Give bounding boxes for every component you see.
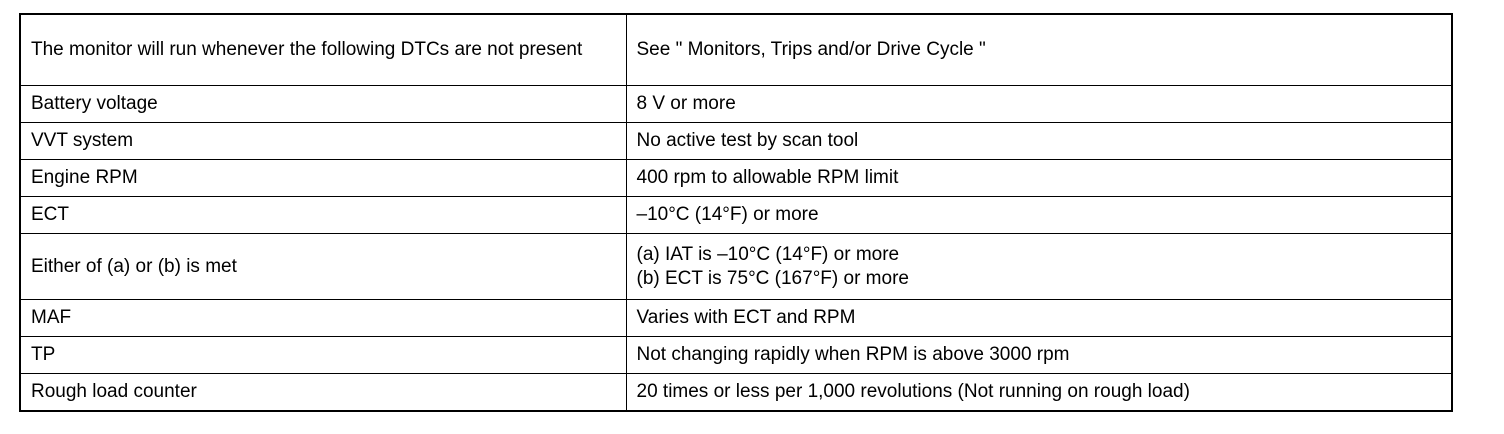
condition-spec-cell: Not changing rapidly when RPM is above 3000 rpm bbox=[626, 337, 1452, 374]
table-row bbox=[20, 300, 1452, 337]
table-row bbox=[20, 160, 1452, 197]
condition-item-cell: TP bbox=[20, 337, 626, 374]
condition-spec-cell: 20 times or less per 1,000 revolutions (Not running on rough load) bbox=[626, 374, 1452, 412]
condition-spec-cell: See " Monitors, Trips and/or Drive Cycle " bbox=[626, 14, 1452, 86]
condition-spec-cell: No active test by scan tool bbox=[626, 123, 1452, 160]
condition-spec-line-b: (b) ECT is 75°C (167°F) or more bbox=[636, 267, 909, 289]
condition-spec-cell: Varies with ECT and RPM bbox=[626, 300, 1452, 337]
condition-item-cell: Rough load counter bbox=[20, 374, 626, 412]
table-row bbox=[20, 123, 1452, 160]
condition-spec-cell bbox=[626, 234, 1452, 300]
monitor-conditions-table bbox=[19, 13, 1453, 412]
condition-item-cell: Battery voltage bbox=[20, 86, 626, 123]
condition-item-cell: ECT bbox=[20, 197, 626, 234]
condition-spec-cell: 8 V or more bbox=[626, 86, 1452, 123]
condition-item-cell: Engine RPM bbox=[20, 160, 626, 197]
condition-spec-cell: –10°C (14°F) or more bbox=[626, 197, 1452, 234]
table-body bbox=[20, 14, 1452, 411]
table-row bbox=[20, 234, 1452, 300]
condition-spec-cell: 400 rpm to allowable RPM limit bbox=[626, 160, 1452, 197]
table-row bbox=[20, 337, 1452, 374]
condition-item-cell: MAF bbox=[20, 300, 626, 337]
table-row bbox=[20, 14, 1452, 86]
condition-item-cell: Either of (a) or (b) is met bbox=[20, 234, 626, 300]
table-row bbox=[20, 374, 1452, 412]
condition-item-cell: The monitor will run whenever the following DTCs are not present bbox=[20, 14, 626, 86]
condition-item-cell: VVT system bbox=[20, 123, 626, 160]
table-row bbox=[20, 86, 1452, 123]
table-row bbox=[20, 197, 1452, 234]
condition-spec-line-a: (a) IAT is –10°C (14°F) or more bbox=[636, 243, 900, 265]
